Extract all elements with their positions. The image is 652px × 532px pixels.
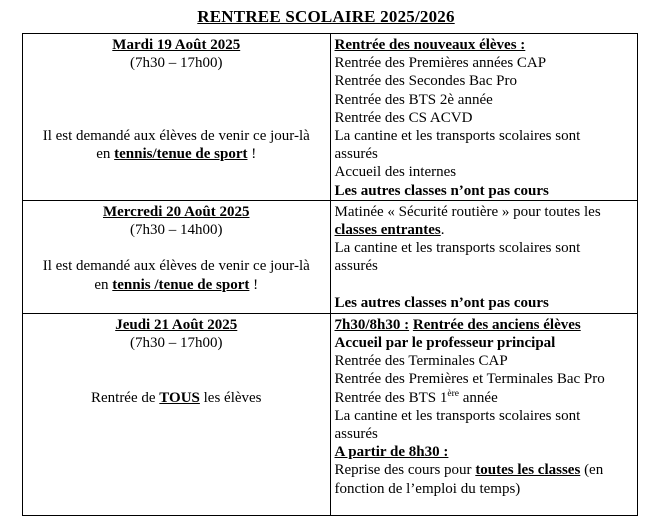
text-line [27,203,326,221]
text-segment: Rentrée des Secondes Bac Pro [334,73,517,90]
day-cell-3 [23,313,331,515]
text-line [27,54,326,72]
text-segment: en [94,276,113,293]
text-line [335,145,634,163]
text-segment: Rentrée des BTS 1 [334,389,448,406]
text-segment: Accueil des internes [334,164,457,181]
text-line [335,461,634,479]
text-line [335,316,634,334]
text-line [335,239,634,257]
text-line [27,109,326,127]
text-segment: 7h30/8h30 : [334,316,410,333]
text-segment: Rentrée des BTS 2è année [334,91,493,108]
text-segment: Il est demandé aux élèves de venir ce jour-là [42,258,310,275]
text-line [27,257,326,275]
text-line [335,257,634,275]
table-row-day-2 [23,200,638,313]
text-segment: Rentrée des Premières années CAP [334,55,547,72]
text-line [27,239,326,257]
text-line [335,334,634,352]
text-segment: Les autres classes n’ont pas cours [334,294,549,311]
text-line [27,145,326,163]
text-segment: (7h30 – 17h00) [130,55,223,72]
text-segment: assurés [334,258,378,275]
text-line [335,182,634,200]
text-segment: tennis /tenue de sport [112,276,250,293]
text-line [335,370,634,388]
text-segment: Mercredi 20 Août 2025 [102,203,250,220]
text-line [335,127,634,145]
text-line [27,316,326,334]
text-line [27,389,326,407]
text-segment: A partir de 8h30 : [334,444,449,461]
text-line [335,443,634,461]
text-line [335,425,634,443]
text-segment: (7h30 – 14h00) [130,222,223,239]
text-segment: Rentrée des Premières et Terminales Bac Pro [334,371,605,388]
text-segment: classes entrantes [334,222,441,239]
text-line [335,294,634,312]
text-segment: Matinée « Sécurité routière » pour toutes les [334,203,601,220]
text-segment: ère [447,388,460,399]
table-row-day-1 [23,34,638,201]
text-segment: La cantine et les transports scolaires sont [334,407,581,424]
text-segment: année [459,389,498,406]
text-line [27,276,326,294]
text-line [335,163,634,181]
text-segment: Rentrée des CS ACVD [334,109,473,126]
text-segment: toutes les classes [475,462,581,479]
text-segment: assurés [334,426,378,443]
text-segment: La cantine et les transports scolaires sont [334,240,581,257]
text-line [335,36,634,54]
program-cell-3 [330,313,638,515]
text-segment: Mardi 19 Août 2025 [112,37,241,53]
page-title: RENTREE SCOLAIRE 2025/2026 [197,7,455,26]
text-segment: Rentrée des Terminales CAP [334,353,508,370]
text-segment: TOUS [159,389,200,406]
text-line [335,407,634,425]
program-cell-2 [330,200,638,313]
text-segment: assurés [334,146,378,163]
text-line [27,91,326,109]
text-line [335,203,634,221]
text-segment: Il est demandé aux élèves de venir ce jour-là [42,128,310,145]
text-segment: Rentrée de [90,389,160,406]
day-cell-1 [23,34,331,201]
text-segment: Jeudi 21 Août 2025 [115,316,238,333]
text-segment: Rentrée des nouveaux élèves : [334,37,526,53]
text-line [335,54,634,72]
text-line [27,127,326,145]
text-segment: fonction de l’emploi du temps) [334,480,521,497]
text-line [335,480,634,498]
text-line [27,352,326,370]
text-line [27,36,326,54]
text-line [335,276,634,294]
text-segment: (7h30 – 17h00) [130,335,223,352]
text-segment: tennis/tenue de sport [114,146,248,163]
text-line [27,370,326,388]
text-line [335,72,634,90]
program-cell-1 [330,34,638,201]
day-cell-2 [23,200,331,313]
table-row-day-3 [23,313,638,515]
text-segment: en [96,146,115,163]
schedule-table [22,33,638,516]
text-segment: les élèves [199,389,262,406]
text-segment: (en [580,462,604,479]
text-segment: ! [249,276,259,293]
text-line [27,72,326,90]
text-line [27,334,326,352]
text-line [335,221,634,239]
text-line [335,109,634,127]
text-line [27,221,326,239]
text-line [335,352,634,370]
text-segment: . [440,222,445,239]
text-line [335,389,634,407]
text-segment: La cantine et les transports scolaires sont [334,128,581,145]
text-line [335,91,634,109]
text-segment: ! [247,146,257,163]
document-page [0,7,652,516]
text-segment: Accueil par le professeur principal [334,335,556,352]
text-segment: Reprise des cours pour [334,462,476,479]
text-segment: Les autres classes n’ont pas cours [334,182,549,199]
text-segment: Rentrée des anciens élèves [412,316,581,333]
